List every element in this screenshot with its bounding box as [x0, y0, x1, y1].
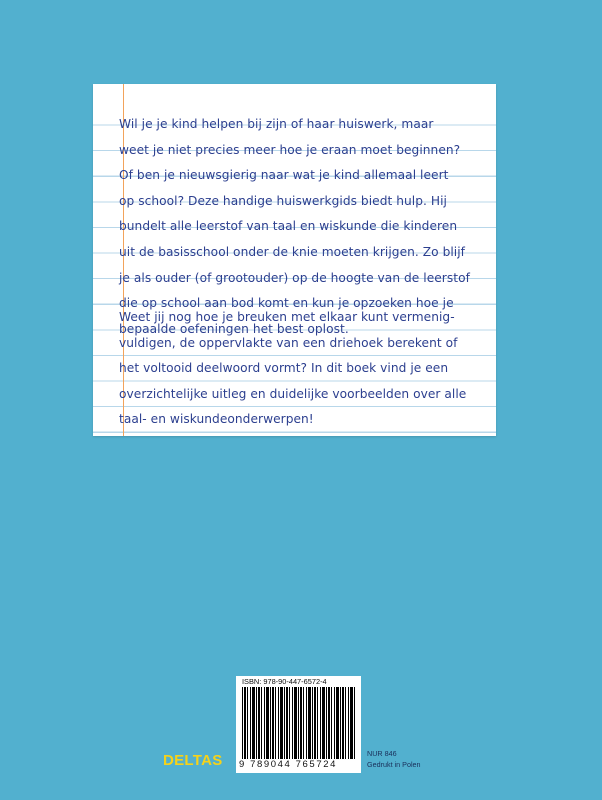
isbn-label: ISBN: 978-90-447-6572-4: [242, 677, 327, 686]
blurb-line: Weet jij nog hoe je breuken met elkaar kunt vermenig-: [119, 310, 455, 324]
blurb-line: Wil je je kind helpen bij zijn of haar huiswerk, maar: [119, 117, 434, 131]
blurb-line: uit de basisschool onder de knie moeten krijgen. Zo blijf: [119, 244, 466, 259]
blurb-paragraph-2: [119, 305, 489, 433]
blurb-line: die op school aan bod komt en kun je opzoeken hoe je: [119, 296, 454, 311]
blurb-line: bepaalde oefeningen het best oplost.: [119, 321, 349, 336]
printed-in: Gedrukt in Polen: [367, 760, 421, 769]
publication-info: [367, 748, 421, 770]
blurb-line: taal- en wiskundeonderwerpen!: [119, 412, 314, 427]
blurb-line: bundelt alle leerstof van taal en wiskunde die kinderen: [119, 219, 458, 234]
blurb-line: weet je niet precies meer hoe je eraan moet beginnen?: [119, 142, 461, 157]
barcode-digits: 9 789044 765724: [239, 759, 337, 770]
publisher-logo: DELTAS: [163, 752, 223, 769]
blurb-line: je als ouder (of grootouder) op de hoogte van de leerstof: [119, 270, 470, 285]
blurb-line: op school? Deze handige huiswerkgids biedt hulp. Hij: [119, 193, 447, 208]
blurb-line: het voltooid deelwoord vormt? In dit boek vind je een: [119, 361, 449, 376]
blurb-line: overzichtelijke uitleg en duidelijke voorbeelden over alle: [119, 386, 467, 401]
blurb-line: vuldigen, de oppervlakte van een driehoek berekent of: [119, 335, 458, 350]
notebook-paper-panel: [93, 84, 496, 436]
nur-code: NUR 846: [367, 749, 397, 758]
barcode-bars-icon: [242, 687, 355, 759]
isbn-barcode: [236, 676, 361, 773]
blurb-line: Of ben je nieuwsgierig naar wat je kind allemaal leert: [119, 168, 449, 183]
